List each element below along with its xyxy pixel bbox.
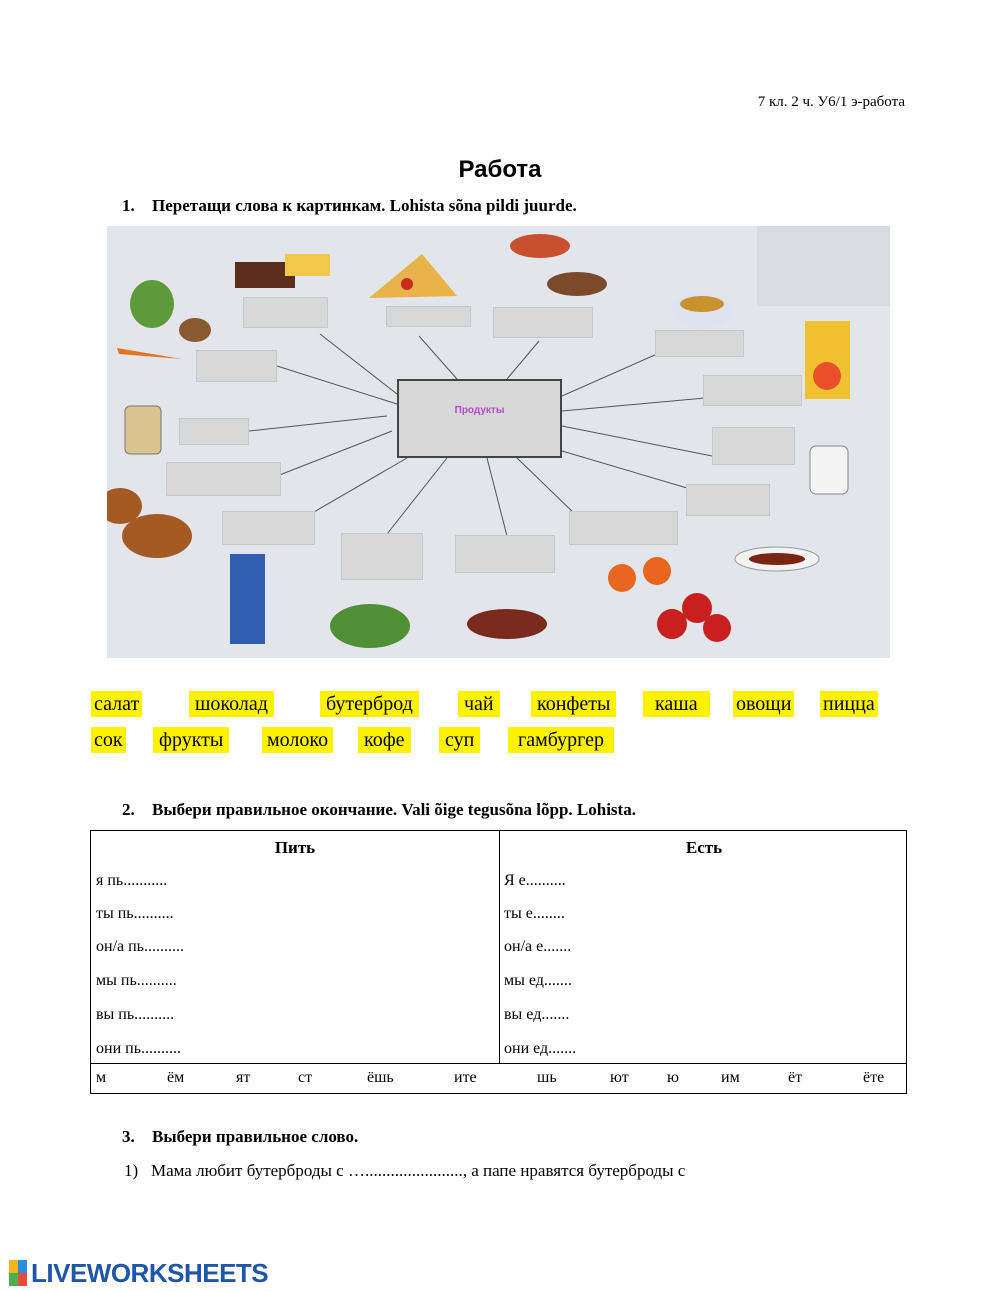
ending-st[interactable]: ст xyxy=(298,1069,313,1086)
logo-text: LIVEWORKSHEETS xyxy=(31,1257,269,1288)
drop-box-10[interactable] xyxy=(686,484,770,516)
est-row-2[interactable]: ты е........ xyxy=(504,905,565,922)
task1-text: Перетащи слова к картинкам. Lohista sõna pildi juurde. xyxy=(152,196,577,215)
task1-heading xyxy=(122,196,577,216)
word-sup[interactable]: суп xyxy=(439,727,480,753)
sentence-1 xyxy=(124,1161,685,1181)
ending-yu[interactable]: ю xyxy=(667,1069,679,1086)
row-divider xyxy=(91,1063,906,1064)
drop-box-9[interactable] xyxy=(166,462,281,496)
column-divider xyxy=(499,831,500,1063)
word-sok[interactable]: сок xyxy=(91,727,126,753)
verb-table xyxy=(90,830,907,1094)
liveworksheets-logo[interactable] xyxy=(9,1258,268,1288)
sentence-text: Мама любит бутерброды с …......................., а папе нравятся бутерброды с xyxy=(151,1161,686,1180)
page-title: Работа xyxy=(458,156,542,183)
est-row-1[interactable]: Я е.......... xyxy=(504,872,566,889)
col-header-est: Есть xyxy=(685,838,723,857)
word-buterbrod[interactable]: бутерброд xyxy=(320,691,419,717)
drop-box-4[interactable] xyxy=(196,350,277,382)
ending-ite[interactable]: ите xyxy=(454,1069,477,1086)
ending-yot[interactable]: ёт xyxy=(788,1069,803,1086)
word-ovoshchi[interactable]: овощи xyxy=(733,691,794,717)
pit-row-3[interactable]: он/а пь.......... xyxy=(96,938,184,955)
logo-mark-icon xyxy=(9,1260,27,1286)
drop-box-5[interactable] xyxy=(655,330,744,357)
center-label: Продукты xyxy=(454,405,505,416)
col-header-pit: Пить xyxy=(274,838,316,857)
word-moloko[interactable]: молоко xyxy=(262,727,333,753)
ending-yosh[interactable]: ёшь xyxy=(367,1069,394,1086)
drop-box-2[interactable] xyxy=(386,306,471,327)
drop-box-14[interactable] xyxy=(455,535,555,573)
ending-im[interactable]: им xyxy=(721,1069,740,1086)
ending-yom[interactable]: ём xyxy=(167,1069,185,1086)
est-row-5[interactable]: вы ед....... xyxy=(504,1006,570,1023)
drop-box-3[interactable] xyxy=(493,307,593,338)
ending-yat[interactable]: ят xyxy=(236,1069,251,1086)
word-chai[interactable]: чай xyxy=(458,691,500,717)
word-kofe[interactable]: кофе xyxy=(358,727,411,753)
task3-heading xyxy=(122,1127,358,1147)
drop-box-13[interactable] xyxy=(341,533,423,580)
word-konfety[interactable]: конфеты xyxy=(531,691,616,717)
pit-row-4[interactable]: мы пь.......... xyxy=(96,972,177,989)
sentence-number: 1) xyxy=(124,1161,139,1180)
ending-yut[interactable]: ют xyxy=(610,1069,629,1086)
header-note: 7 кл. 2 ч. У6/1 э-работа xyxy=(757,94,905,110)
drop-box-11[interactable] xyxy=(222,511,315,545)
word-gamburger[interactable]: гамбургер xyxy=(508,727,614,753)
word-salat[interactable]: салат xyxy=(91,691,142,717)
drop-box-8[interactable] xyxy=(712,427,795,465)
drop-box-12[interactable] xyxy=(569,511,678,545)
word-shokolad[interactable]: шоколад xyxy=(189,691,274,717)
est-row-4[interactable]: мы ед....... xyxy=(504,972,572,989)
drop-box-1[interactable] xyxy=(243,297,328,328)
task2-text: Выбери правильное окончание. Vali õige tegusõna lõpp. Lohista. xyxy=(152,800,636,819)
word-frukty[interactable]: фрукты xyxy=(153,727,229,753)
word-pitstsa[interactable]: пицца xyxy=(820,691,878,717)
task3-text: Выбери правильное слово. xyxy=(152,1127,359,1146)
est-row-3[interactable]: он/а е....... xyxy=(504,938,572,955)
task1-number: 1. xyxy=(122,196,135,215)
drop-box-7[interactable] xyxy=(179,418,249,445)
word-kasha[interactable]: каша xyxy=(643,691,710,717)
pit-row-1[interactable]: я пь........... xyxy=(96,872,168,889)
ending-sh[interactable]: шь xyxy=(537,1069,557,1086)
pit-row-5[interactable]: вы пь.......... xyxy=(96,1006,175,1023)
task2-number: 2. xyxy=(122,800,135,819)
center-box xyxy=(397,379,562,458)
pit-row-6[interactable]: они пь.......... xyxy=(96,1040,181,1057)
ending-yote[interactable]: ёте xyxy=(863,1069,885,1086)
food-picture xyxy=(107,226,890,658)
pit-row-2[interactable]: ты пь.......... xyxy=(96,905,174,922)
est-row-6[interactable]: они ед....... xyxy=(504,1040,577,1057)
drop-box-6[interactable] xyxy=(703,375,802,406)
ending-m[interactable]: м xyxy=(96,1069,107,1086)
task3-number: 3. xyxy=(122,1127,135,1146)
task2-heading xyxy=(122,800,636,820)
